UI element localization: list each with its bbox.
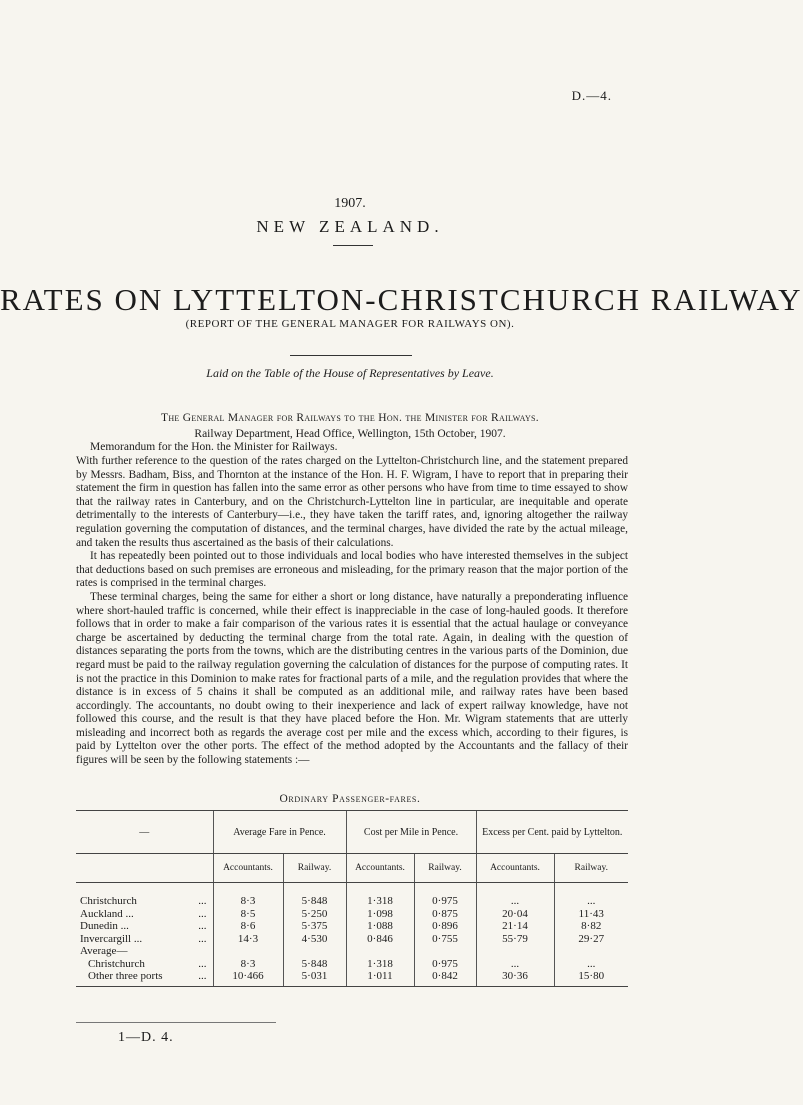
table-cell: 5·031 <box>283 970 346 986</box>
table-row <box>76 958 628 971</box>
table-cell: 5·848 <box>283 895 346 908</box>
table-title: Ordinary Passenger-fares. <box>279 793 421 805</box>
document-title: RATES ON LYTTELTON-CHRISTCHURCH RAILWAY <box>0 282 803 317</box>
paragraph: These terminal charges, being the same for either a short or long distance, have naturally a preponderating influence where short-hauled traffic is concerned, while their effect is inappreciable in the case of long-hauled goods. It therefore follows that in order to make a fair comparison of the various rates it is essential that the actual haulage or conveyance charge be ascertained by deducting the terminal charge from the total rate. Again, in dealing with the question of distances separating the ports from the towns, which are the distributing centres in the various parts of the Dominion, due regard must be paid to the railway regulation governing the calculation of distances for the purpose of computing rates. It is not the practice in this Dominion to make rates for fractional parts of a mile, and the regulation provides that where the distance is in excess of 5 chains it shall be computed as an additional mile, and railway rates have been based accordingly. The accountants, no doubt owing to their inexperience and lack of expert railway knowledge, have not followed this course, and the result is that they have placed before the Hon. Mr. Wigram statements that are utterly misleading and incorrect both as regards the average cost per mile and the excess which, according to their figures, is paid by Lyttelton over the other ports. The effect of the method adopted by the Accountants and the fallacy of their figures will be seen by the following statements :— <box>76 590 628 767</box>
row-label-header: — <box>76 811 213 854</box>
table-cell: 8·82 <box>554 920 628 933</box>
row-label-text: Christchurch <box>88 957 145 970</box>
page-reference: D.—4. <box>571 88 612 103</box>
table-cell: 4·530 <box>283 933 346 946</box>
table-cell: 0·975 <box>414 895 476 908</box>
table-cell: 1·098 <box>346 908 414 921</box>
table-cell: 1·088 <box>346 920 414 933</box>
table-cell: 10·466 <box>213 970 283 986</box>
table-cell: 0·875 <box>414 908 476 921</box>
row-label <box>76 945 213 958</box>
table-cell: 30·36 <box>476 970 554 986</box>
row-label <box>76 933 213 946</box>
paragraph: With further reference to the question of the rates charged on the Lyttelton-Christchurch line, and the statement prepared by Messrs. Badham, Biss, and Thornton at the instance of the Hon. H. F. Wigram, I have to report that in preparing their statement the firm in question has fallen into the same error as other persons who have from time to time essayed to show that the railway rates in Canterbury, and on the Christchurch-Lyttelton line in particular, are inequitable and operate detrimentally to the interests of Canterbury—i.e., they have taken the tariff rates, and, ignoring altogether the railway regulation governing the computation of distances, and the terminal charges, have divided the rate by the actual mileage, and taken the results thus ascertained as the basis of their calculations. <box>76 455 628 549</box>
table-row <box>76 970 628 986</box>
table-body <box>76 895 628 986</box>
table-cell <box>476 945 554 958</box>
column-header: Railway. <box>554 854 628 883</box>
row-label <box>76 908 213 921</box>
leader-dots: ... <box>198 932 207 945</box>
column-header: Accountants. <box>476 854 554 883</box>
memo-line: Memorandum for the Hon. the Minister for Railways. <box>90 441 338 453</box>
divider-rule <box>333 245 373 246</box>
fares-table <box>76 810 628 987</box>
table-cell: 8·6 <box>213 920 283 933</box>
table-cell: 11·43 <box>554 908 628 921</box>
table-cell: ... <box>554 958 628 971</box>
leader-dots: ... <box>198 957 207 970</box>
table-row <box>76 945 628 958</box>
table-cell: ... <box>476 958 554 971</box>
leader-dots: ... <box>198 907 207 920</box>
table-row <box>76 933 628 946</box>
row-label-text: Invercargill ... <box>80 932 143 945</box>
department-line: Railway Department, Head Office, Wellington, 15th October, 1907. <box>194 428 506 440</box>
divider-rule <box>290 355 412 356</box>
table-cell: 1·318 <box>346 958 414 971</box>
blank-header <box>76 854 213 883</box>
table-cell: 21·14 <box>476 920 554 933</box>
report-body <box>76 455 628 768</box>
footer-rule <box>76 1022 276 1023</box>
table-cell: 5·250 <box>283 908 346 921</box>
table-cell: 0·975 <box>414 958 476 971</box>
memo-heading: The General Manager for Railways to the Hon. the Minister for Railways. <box>161 412 539 424</box>
row-label-text: Christchurch <box>80 895 137 907</box>
table-cell: 8·3 <box>213 895 283 908</box>
row-label <box>76 958 213 971</box>
leader-dots: ... <box>198 895 207 907</box>
laid-on-table-note: Laid on the Table of the House of Representatives by Leave. <box>206 366 494 380</box>
table-cell: 0·842 <box>414 970 476 986</box>
group-header: Cost per Mile in Pence. <box>346 811 476 854</box>
table-cell: 1·318 <box>346 895 414 908</box>
row-label <box>76 920 213 933</box>
country-heading: NEW ZEALAND. <box>256 217 444 236</box>
row-label-text: Dunedin ... <box>80 920 129 932</box>
table-cell: 29·27 <box>554 933 628 946</box>
table-cell <box>283 945 346 958</box>
table-row <box>76 920 628 933</box>
table-cell <box>346 945 414 958</box>
row-label <box>76 970 213 986</box>
table-cell: 8·3 <box>213 958 283 971</box>
row-label <box>76 895 213 908</box>
table-cell <box>554 945 628 958</box>
table-cell: 20·04 <box>476 908 554 921</box>
column-header: Railway. <box>283 854 346 883</box>
page-footer: 1—D. 4. <box>118 1030 174 1045</box>
column-header: Accountants. <box>346 854 414 883</box>
table-cell: 0·755 <box>414 933 476 946</box>
document-subtitle: (REPORT OF THE GENERAL MANAGER FOR RAILWAYS ON). <box>185 318 515 330</box>
table-cell: 5·375 <box>283 920 346 933</box>
table-row <box>76 895 628 908</box>
row-label-text: Average— <box>80 945 128 957</box>
table-cell: 14·3 <box>213 933 283 946</box>
row-label-text: Other three ports <box>88 970 163 982</box>
table-cell: ... <box>476 895 554 908</box>
column-header: Accountants. <box>213 854 283 883</box>
leader-dots: ... <box>198 970 207 982</box>
table-cell <box>213 945 283 958</box>
row-label-text: Auckland ... <box>80 907 134 920</box>
table-cell: 1·011 <box>346 970 414 986</box>
group-header: Average Fare in Pence. <box>213 811 346 854</box>
year: 1907. <box>334 196 366 211</box>
table-cell <box>414 945 476 958</box>
table-cell: 0·896 <box>414 920 476 933</box>
table-cell: 8·5 <box>213 908 283 921</box>
group-header: Excess per Cent. paid by Lyttelton. <box>476 811 628 854</box>
column-header: Railway. <box>414 854 476 883</box>
table-cell: 0·846 <box>346 933 414 946</box>
table-cell: 55·79 <box>476 933 554 946</box>
table-cell: 5·848 <box>283 958 346 971</box>
paragraph: It has repeatedly been pointed out to those individuals and local bodies who have interested themselves in the subject that deductions based on such premises are erroneous and misleading, for the primary reason that the major portion of the rates is comprised in the terminal charges. <box>76 550 628 590</box>
table-cell: ... <box>554 895 628 908</box>
table-row <box>76 908 628 921</box>
leader-dots: ... <box>198 920 207 932</box>
table-cell: 15·80 <box>554 970 628 986</box>
